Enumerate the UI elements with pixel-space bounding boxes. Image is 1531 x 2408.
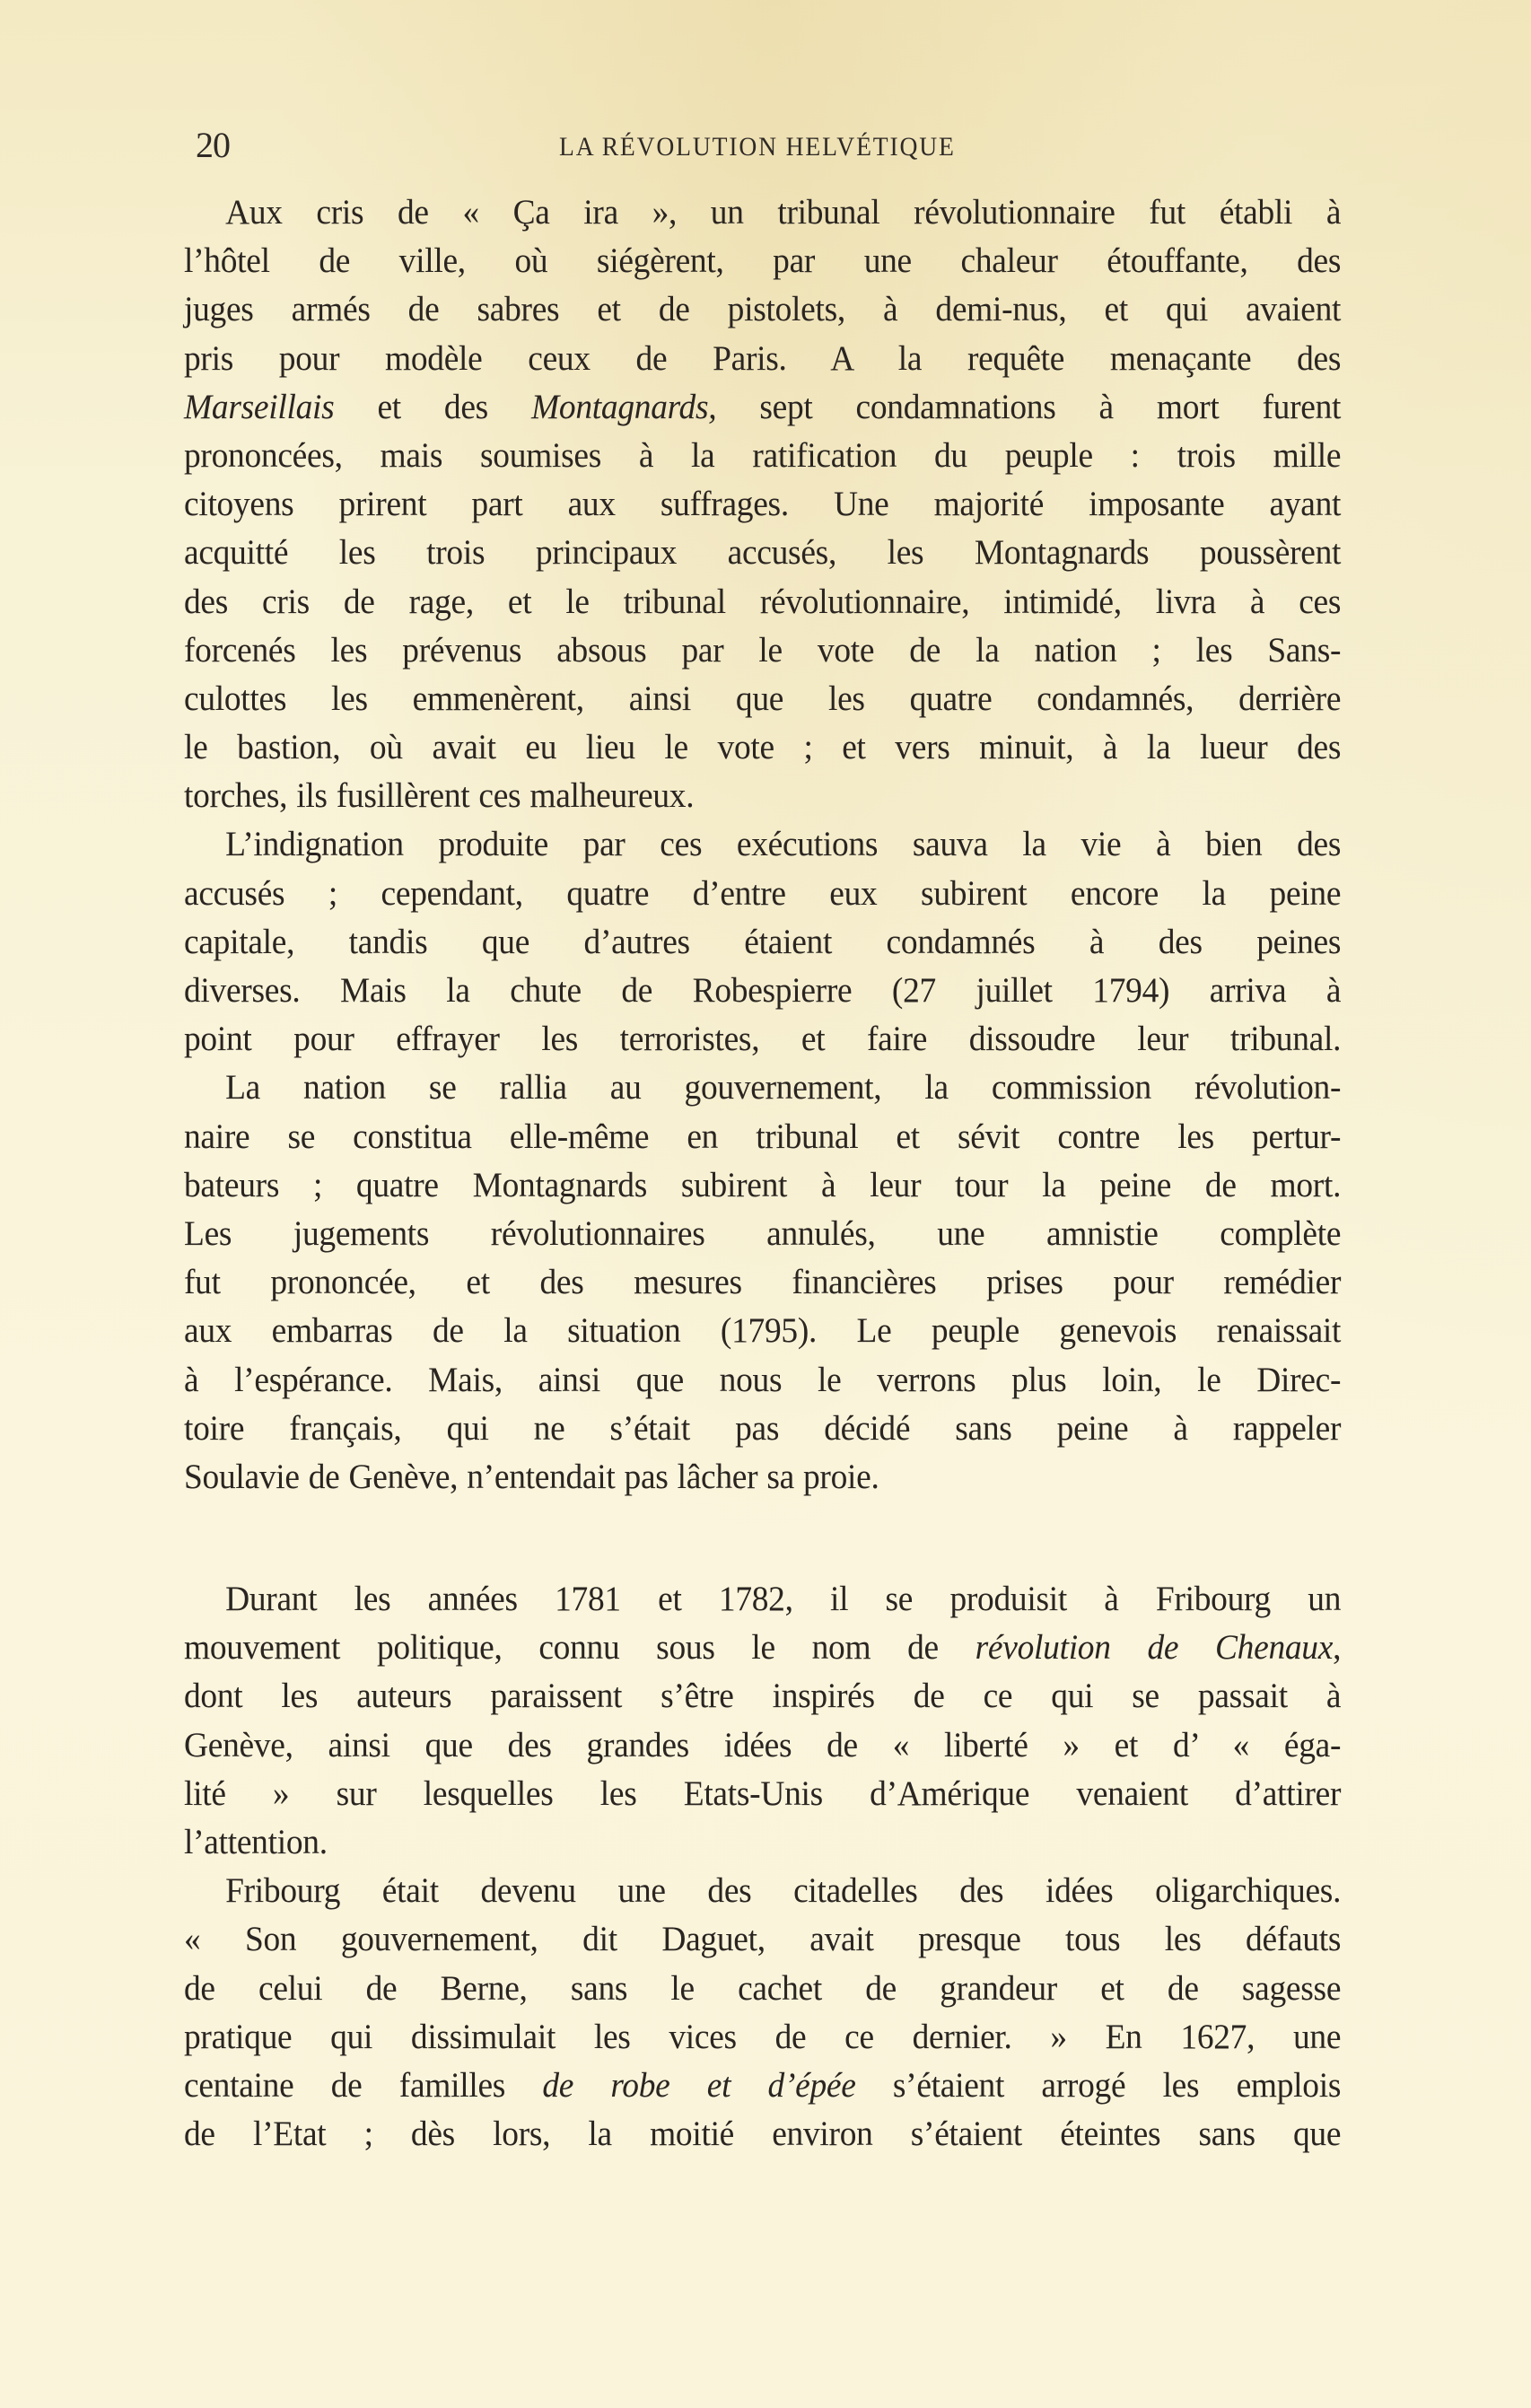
text-line: acquitté les trois principaux accusés, les Montagnards poussèrent [184,533,1342,573]
text-line: La nation se rallia au gouvernement, la commission révolution- [225,1068,1342,1108]
text-segment: centaine de familles [184,2065,543,2105]
text-line: bateurs ; quatre Montagnards subirent à leur tour la peine de mort. [184,1165,1342,1204]
text-line: toire français, qui ne s’était pas décidé sans peine à rappeler [184,1408,1342,1448]
text-line: le bastion, où avait eu lieu le vote ; et vers minuit, à la lueur des [184,728,1342,767]
text-segment: et des [334,387,532,426]
text-line: de l’Etat ; dès lors, la moitié environ s’étaient éteintes sans que [184,2115,1342,2154]
text-line: lité » sur lesquelles les Etats-Unis d’Amérique venaient d’attirer [184,1773,1342,1813]
text-line: Fribourg était devenu une des citadelles des idées oligarchiques. [225,1871,1342,1911]
page-number: 20 [196,125,230,165]
text-line: Genève, ainsi que des grandes idées de « liberté » et d’ « éga- [184,1725,1342,1764]
text-line: Soulavie de Genève, n’entendait pas lâcher sa proie. [184,1457,879,1496]
running-title: LA RÉVOLUTION HELVÉTIQUE [559,132,956,162]
text-segment: s’étaient arrogé les emplois [855,2065,1342,2105]
text-line: l’attention. [184,1822,328,1861]
running-head [196,118,1346,172]
text-line: torches, ils fusillèrent ces malheureux. [184,776,695,816]
text-line: aux embarras de la situation (1795). Le peuple genevois renaissait [184,1311,1342,1351]
text-segment: , [1333,1628,1342,1668]
text-line [184,2062,1341,2110]
text-line: dont les auteurs paraissent s’être inspirés de ce qui se passait à [184,1677,1342,1716]
text-line: de celui de Berne, sans le cachet de grandeur et de sagesse [184,1968,1342,2008]
text-line: prononcées, mais soumises à la ratification du peuple : trois mille [184,435,1342,475]
text-line: Durant les années 1781 et 1782, il se produisit à Fribourg un [225,1580,1342,1618]
text-segment: sept condamnations à mort furent [716,387,1342,426]
text-line: Les jugements révolutionnaires annulés, une amnistie complète [184,1213,1342,1253]
text-segment: mouvement politique, connu sous le nom de [184,1628,975,1668]
italic-text: révolution de Chenaux [975,1628,1334,1668]
text-line: capitale, tandis que d’autres étaient condamnés à des peines [184,922,1342,961]
text-line: diverses. Mais la chute de Robespierre (27 juillet 1794) arriva à [184,971,1342,1010]
text-line: culottes les emmenèrent, ainsi que les quatre condamnés, derrière [184,679,1342,718]
text-line: point pour effrayer les terroristes, et faire dissoudre leur tribunal. [184,1020,1342,1059]
text-line: naire se constitua elle-même en tribunal et sévit contre les pertur- [184,1116,1342,1156]
text-line: l’hôtel de ville, où siégèrent, par une chaleur étouffante, des [184,241,1342,281]
text-section-fribourg [184,1575,1342,2158]
text-line: accusés ; cependant, quatre d’entre eux subirent encore la peine [184,873,1342,913]
text-line: juges armés de sabres et de pistolets, à demi-nus, et qui avaient [184,290,1342,329]
text-line: à l’espérance. Mais, ainsi que nous le verrons plus loin, le Direc- [184,1360,1342,1399]
text-line: Aux cris de « Ça ira », un tribunal révolutionnaire fut établi à [225,193,1342,232]
text-line: pris pour modèle ceux de Paris. A la requête menaçante des [184,338,1342,378]
text-line: L’indignation produite par ces exécutions sauva la vie à bien des [225,825,1342,864]
text-line: « Son gouvernement, dit Daguet, avait presque tous les défauts [184,1920,1342,1959]
text-line: des cris de rage, et le tribunal révolutionnaire, intimidé, livra à ces [184,582,1342,621]
text-line [184,1624,1341,1672]
text-line [184,383,1341,432]
italic-text: de robe et d’épée [542,2065,856,2105]
italic-text: Marseillais [184,387,335,426]
text-line: pratique qui dissimulait les vices de ce dernier. » En 1627, une [184,2017,1342,2056]
text-line: citoyens prirent part aux suffrages. Une majorité imposante ayant [184,485,1342,524]
italic-text: Montagnards, [531,387,717,426]
text-section-geneva [184,188,1342,1502]
text-line: forcenés les prévenus absous par le vote de la nation ; les Sans- [184,630,1342,670]
text-line: fut prononcée, et des mesures financières prises pour remédier [184,1263,1342,1302]
